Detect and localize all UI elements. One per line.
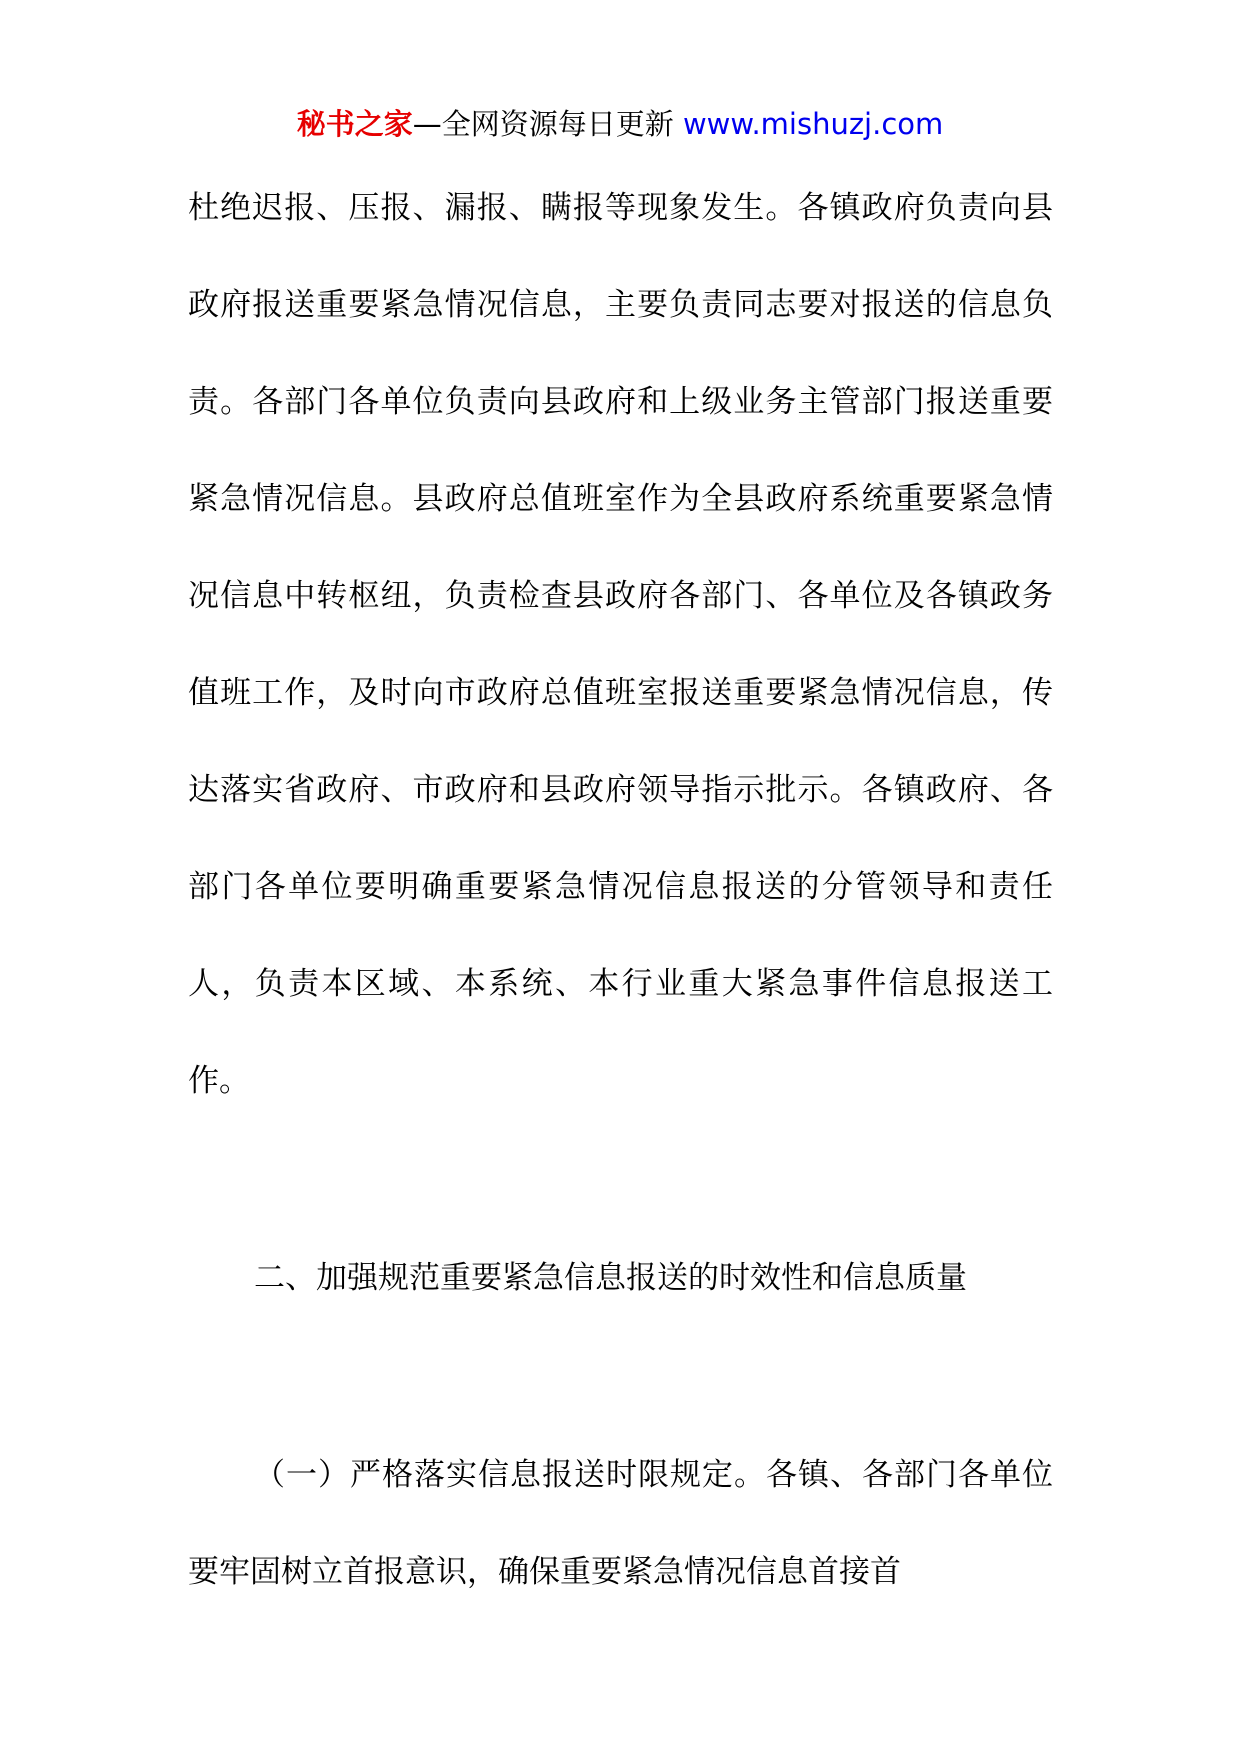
section-heading: 二、加强规范重要紧急信息报送的时效性和信息质量 xyxy=(254,1260,967,1296)
body-paragraph: （一）严格落实信息报送时限规定。各镇、各部门各单位要牢固树立首报意识，确保重要紧急情况信息首接首 xyxy=(188,1457,1053,1590)
site-brand: 秘书之家 xyxy=(296,107,413,141)
document-body xyxy=(188,160,1053,1621)
site-tagline: —全网资源每日更新 xyxy=(412,107,683,141)
site-url-link[interactable]: www.mishuzj.com xyxy=(682,107,944,141)
body-paragraph: 杜绝迟报、压报、漏报、瞒报等现象发生。各镇政府负责向县政府报送重要紧急情况信息，主要负责同志要对报送的信息负责。各部门各单位负责向县政府和上级业务主管部门报送重要紧急情况信息。县政府总值班室作为全县政府系统重要紧急情况信息中转枢纽，负责检查县政府各部门、各单位及各镇政务值班工作，及时向市政府总值班室报送重要紧急情况信息，传达落实省政府、市政府和县政府领导指示批示。各镇政府、各部门各单位要明确重要紧急情况信息报送的分管领导和责任人，负责本区域、本系统、本行业重大紧急事件信息报送工作。 xyxy=(188,190,1053,1099)
site-header xyxy=(0,104,1240,144)
